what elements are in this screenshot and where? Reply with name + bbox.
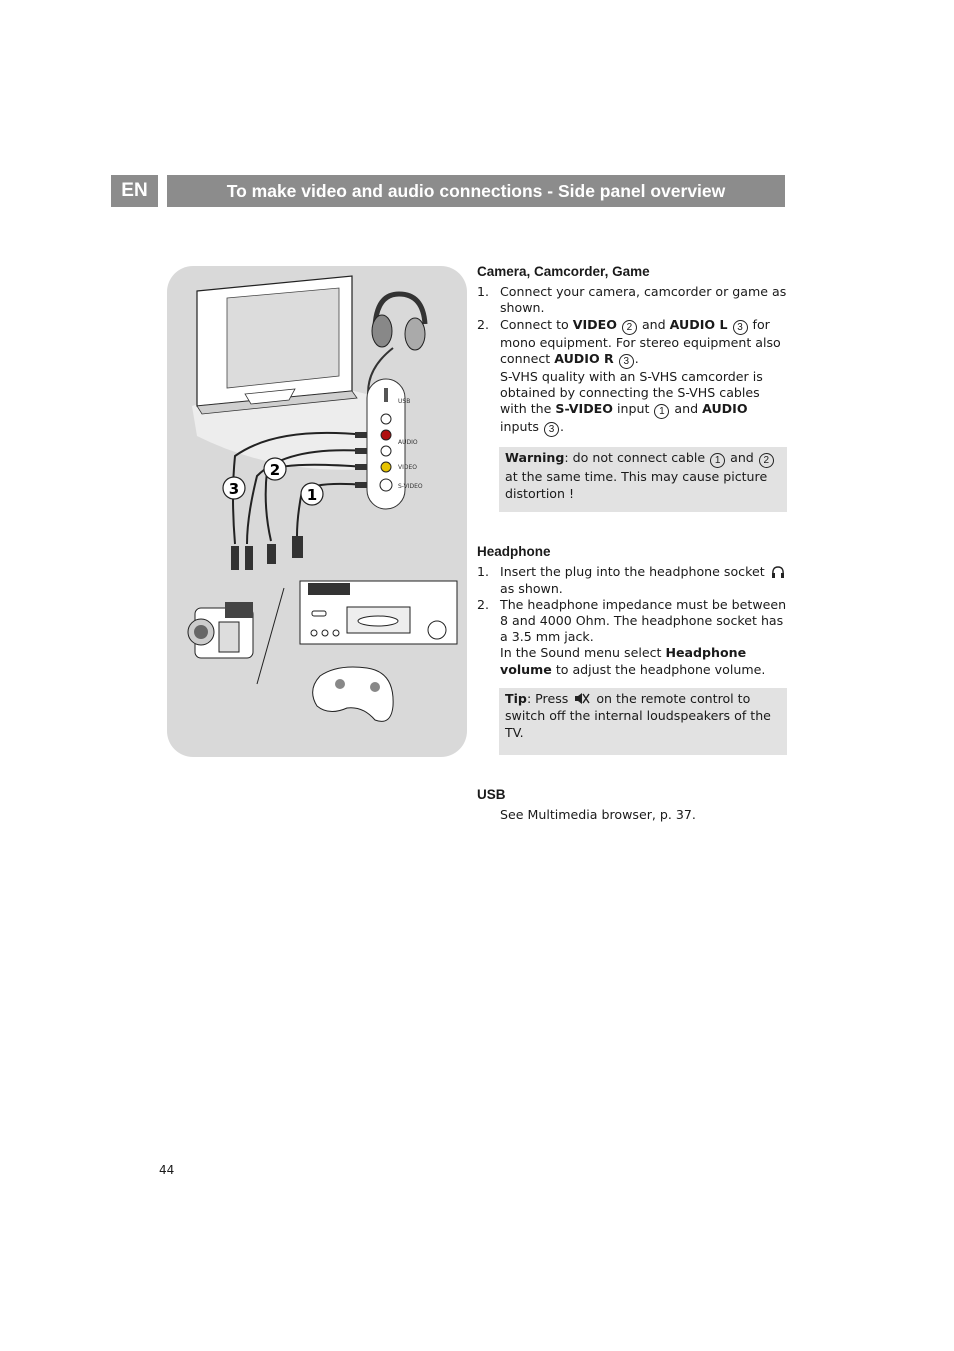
camera-steps — [477, 284, 787, 437]
warning-box: Warning: do not connect cable 1 and 2 at the same time. This may cause picture distortion ! — [499, 447, 787, 512]
tip-box: Tip: Press on the remote control to switch off the internal loudspeakers of the TV. — [499, 688, 787, 755]
headphone-socket-icon — [771, 565, 785, 578]
svg-text:VIDEO: VIDEO — [398, 464, 418, 471]
svg-text:AUDIO: AUDIO — [398, 439, 418, 446]
headphone-steps — [477, 564, 787, 677]
list-item: 2. The headphone impedance must be between 8 and 4000 Ohm. The headphone socket has a 3.5 mm jack. In the Sound menu select Headphone volume to adjust the headphone volume. — [477, 596, 787, 677]
callout-marker: 2 — [622, 320, 637, 335]
dvd-player-icon — [300, 581, 457, 644]
connection-diagram — [167, 266, 467, 757]
instructions-column — [477, 264, 787, 823]
camcorder-icon — [188, 602, 253, 658]
callout-marker: 1 — [654, 404, 669, 419]
section-heading-headphone: Headphone — [477, 544, 551, 560]
connection-illustration — [167, 266, 467, 757]
callout-marker: 3 — [544, 422, 559, 437]
usb-text: See Multimedia browser, p. 37. — [500, 807, 696, 823]
svg-text:USB: USB — [398, 398, 411, 405]
callout-marker: 2 — [759, 453, 774, 468]
callout-marker: 3 — [619, 354, 634, 369]
section-heading-usb: USB — [477, 786, 506, 802]
list-item: 2. Connect to VIDEO 2 and AUDIO L 3 for mono equipment. For stereo equipment also connect AUDIO R 3 . S-VHS quality with an S-VHS camcorder is obtained by connecting the S-VHS cables with the S-VIDEO input 1 and AUDIO inputs 3 . — [477, 316, 781, 436]
page-title: To make video and audio connections - Side panel overview — [167, 175, 785, 207]
svg-text:1: 1 — [306, 486, 318, 504]
callout-marker: 3 — [733, 320, 748, 335]
callout-marker: 1 — [710, 453, 725, 468]
mute-icon — [574, 692, 590, 705]
list-item: 1. Insert the plug into the headphone socket as shown. — [477, 564, 787, 596]
svg-text:2: 2 — [269, 461, 281, 479]
svg-text:3: 3 — [228, 480, 240, 498]
language-tab: EN — [111, 175, 158, 207]
gamepad-icon — [313, 667, 393, 721]
list-item: 1. Connect your camera, camcorder or game as shown. — [477, 284, 787, 316]
tv-icon — [197, 276, 357, 414]
side-panel — [367, 379, 423, 509]
page-number: 44 — [159, 1163, 175, 1177]
svg-text:S-VIDEO: S-VIDEO — [398, 483, 423, 490]
section-heading-camera: Camera, Camcorder, Game — [477, 264, 650, 279]
